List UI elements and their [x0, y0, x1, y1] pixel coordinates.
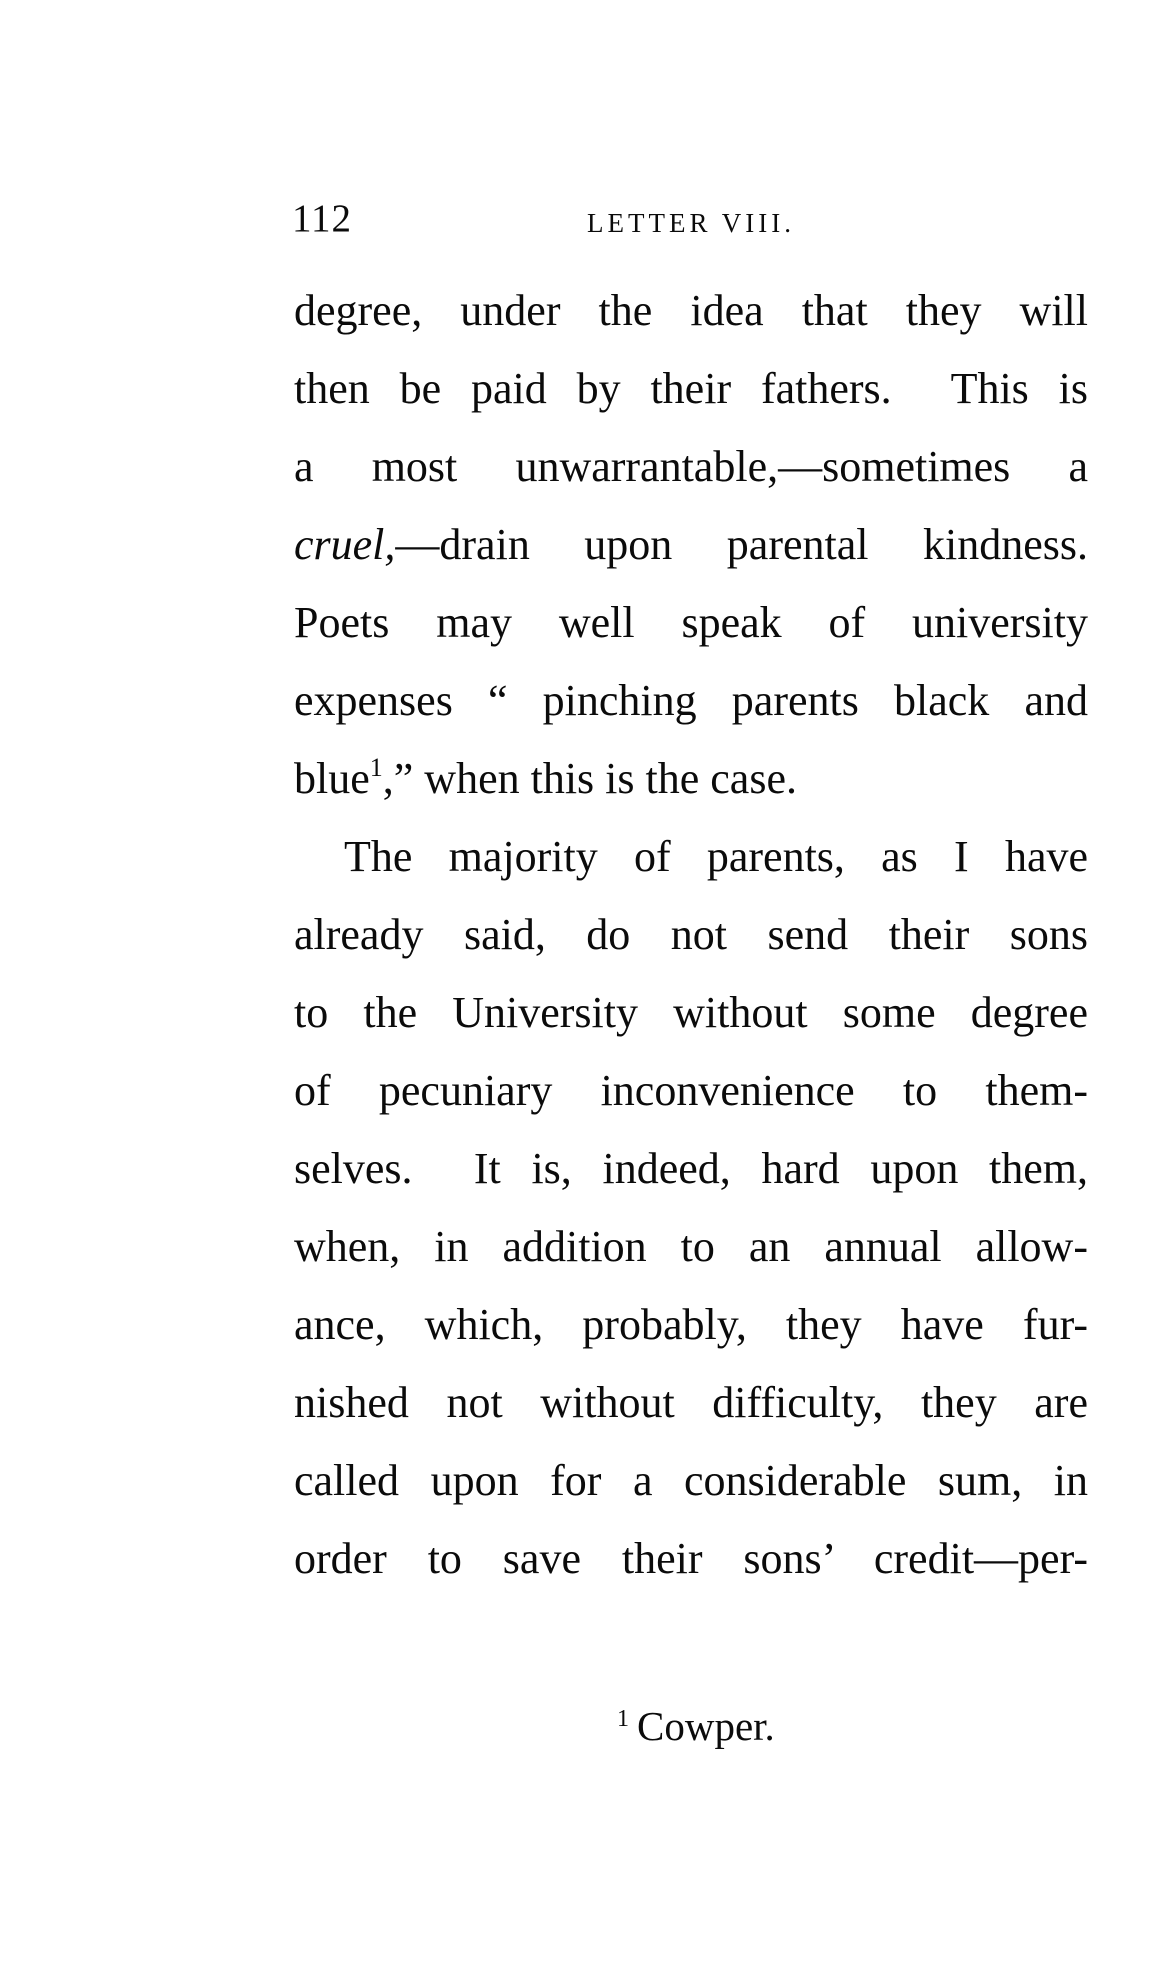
italic-word: cruel, [294, 520, 396, 569]
body-line-13: when, in addition to an annual allow- [294, 1222, 1088, 1271]
body-line-04 [294, 506, 1088, 584]
body-line-07 [294, 740, 1088, 818]
body-line-06: expenses “ pinching parents black and [294, 676, 1088, 725]
body-line-08: The majority of parents, as I have [344, 832, 1088, 881]
body-line-14: ance, which, probably, they have fur- [294, 1300, 1088, 1349]
body-line-01: degree, under the idea that they will [294, 286, 1088, 335]
footnote [294, 1704, 1088, 1748]
footnote-text [294, 1704, 1088, 1748]
body-line-11: of pecuniary inconvenience to them- [294, 1066, 1088, 1115]
line-text: ,” when this is the case. [382, 754, 797, 803]
body-line-02: then be paid by their fathers. This is [294, 364, 1088, 413]
page-body [294, 272, 1088, 1598]
body-line-15: nished not without difficulty, they are [294, 1378, 1088, 1427]
body-line-16: called upon for a considerable sum, in [294, 1456, 1088, 1505]
footnote-marker: 1 [617, 1706, 629, 1732]
line-text: blue [294, 754, 370, 803]
page-number: 112 [292, 197, 353, 240]
body-line-17: order to save their sons’ credit—per- [294, 1534, 1088, 1583]
body-line-05: Poets may well speak of university [294, 598, 1088, 647]
body-line-10: to the University without some degree [294, 988, 1088, 1037]
body-line-09: already said, do not send their sons [294, 910, 1088, 959]
running-title: LETTER VIII. [587, 208, 795, 238]
body-line-12: selves. It is, indeed, hard upon them, [294, 1144, 1088, 1193]
footnote-reference: 1 [369, 753, 383, 782]
line-text: —drain upon parental kindness. [395, 520, 1088, 569]
body-line-03: a most unwarrantable,—sometimes a [294, 442, 1088, 491]
footnote-source: Cowper. [637, 1703, 775, 1749]
